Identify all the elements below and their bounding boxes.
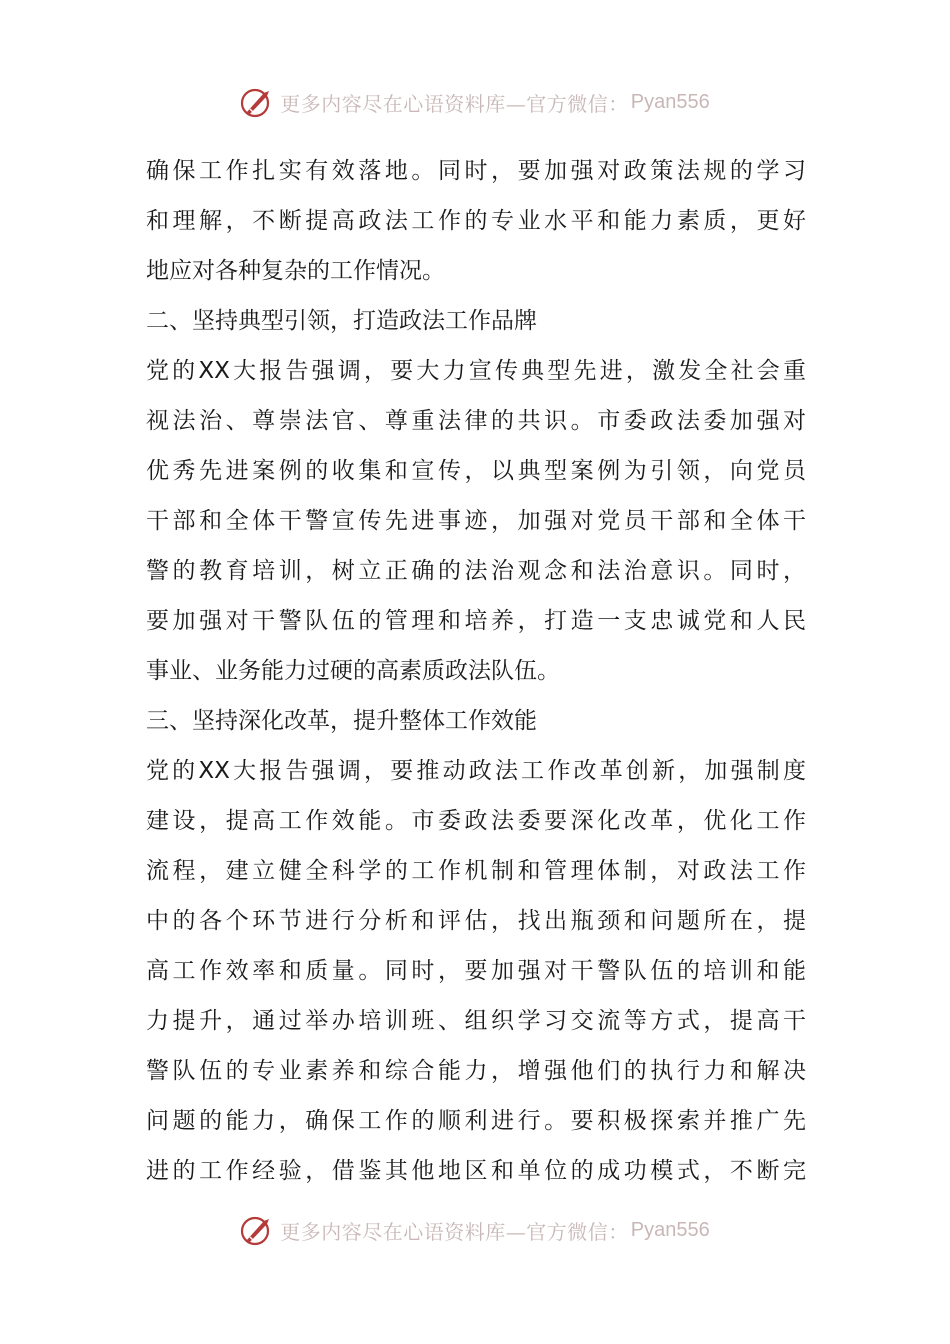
section-heading: 三、坚持深化改革，提升整体工作效能 — [146, 708, 537, 734]
paragraph-line: 力提升，通过举办培训班、组织学习交流等方式，提高干 — [146, 1008, 806, 1034]
section-heading: 二、坚持典型引领，打造政法工作品牌 — [146, 308, 537, 334]
paragraph-line: 问题的能力，确保工作的顺利进行。要积极探索并推广先 — [146, 1108, 806, 1134]
paragraph-line: 进的工作经验，借鉴其他地区和单位的成功模式，不断完 — [146, 1158, 806, 1184]
paragraph-line: 中的各个环节进行分析和评估，找出瓶颈和问题所在，提 — [146, 908, 806, 934]
paragraph-line: 和理解，不断提高政法工作的专业水平和能力素质，更好 — [146, 208, 806, 234]
paragraph-line: 警的教育培训，树立正确的法治观念和法治意识。同时， — [146, 558, 806, 584]
paragraph-line: 要加强对干警队伍的管理和培养，打造一支忠诚党和人民 — [146, 608, 806, 634]
watermark-text: 更多内容尽在心语资料库—官方微信： — [280, 91, 629, 116]
paragraph-line: 党的XX大报告强调，要推动政法工作改革创新，加强制度 — [146, 758, 806, 784]
paragraph-line: 地应对各种复杂的工作情况。 — [146, 258, 445, 284]
paragraph-line: 干部和全体干警宣传先进事迹，加强对党员干部和全体干 — [146, 508, 806, 534]
pen-quill-logo-icon — [240, 85, 274, 119]
watermark-wechat-id: Pyan556 — [630, 90, 710, 113]
header-watermark — [0, 82, 950, 122]
paragraph-line: 高工作效率和质量。同时，要加强对干警队伍的培训和能 — [146, 958, 806, 984]
paragraph-line: 优秀先进案例的收集和宣传，以典型案例为引领，向党员 — [146, 458, 806, 484]
paragraph-line: 警队伍的专业素养和综合能力，增强他们的执行力和解决 — [146, 1058, 806, 1084]
pen-quill-logo-icon — [240, 1213, 274, 1247]
paragraph-line: 建设，提高工作效能。市委政法委要深化改革，优化工作 — [146, 808, 806, 834]
footer-watermark — [0, 1210, 950, 1250]
document-body — [146, 146, 806, 1196]
paragraph-line: 流程，建立健全科学的工作机制和管理体制，对政法工作 — [146, 858, 806, 884]
paragraph-line: 确保工作扎实有效落地。同时，要加强对政策法规的学习 — [146, 158, 806, 184]
paragraph-line: 视法治、尊崇法官、尊重法律的共识。市委政法委加强对 — [146, 408, 806, 434]
paragraph-line: 党的XX大报告强调，要大力宣传典型先进，激发全社会重 — [146, 358, 806, 384]
paragraph-line: 事业、业务能力过硬的高素质政法队伍。 — [146, 658, 560, 684]
watermark-text: 更多内容尽在心语资料库—官方微信： — [280, 1219, 629, 1244]
watermark-wechat-id: Pyan556 — [630, 1218, 710, 1241]
